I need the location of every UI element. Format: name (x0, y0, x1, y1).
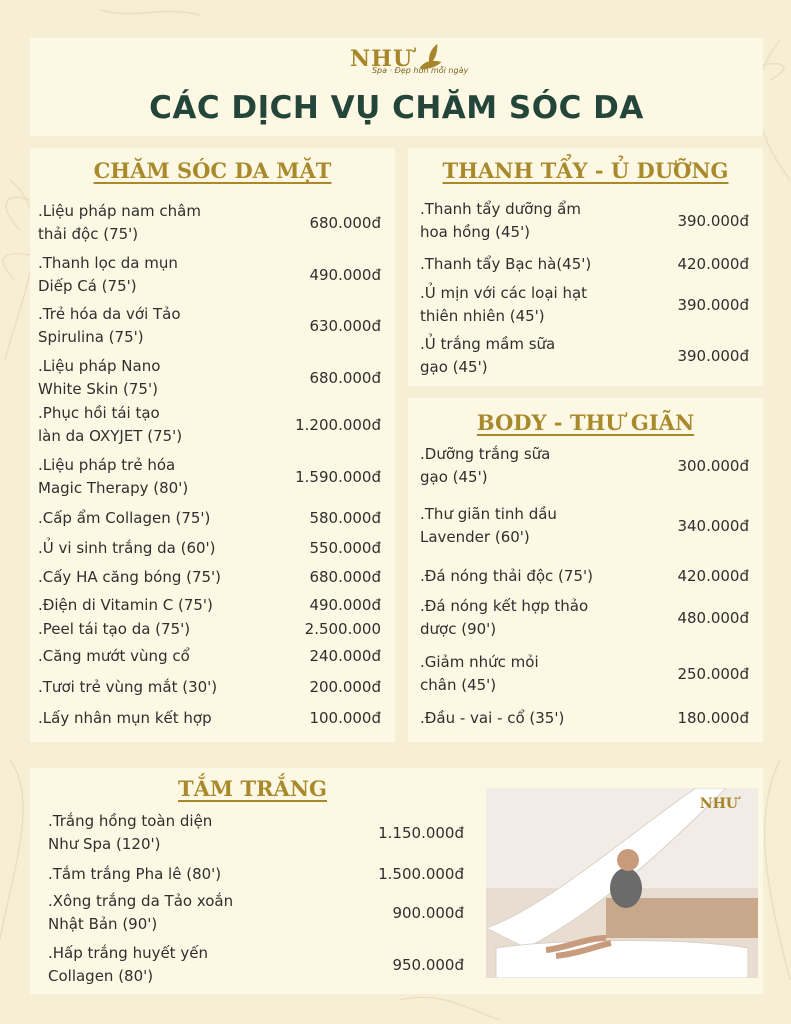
item-price: 680.000đ (309, 567, 381, 586)
page-title: CÁC DỊCH VỤ CHĂM SÓC DA (149, 90, 644, 126)
item-price: 390.000đ (677, 346, 749, 365)
item-name: .Hấp trắng huyết yến Collagen (80') (48, 944, 208, 985)
list-item (420, 252, 749, 276)
item-name: .Trắng hồng toàn diện Như Spa (120') (48, 812, 213, 853)
item-price: 680.000đ (309, 213, 381, 232)
list-item (38, 506, 381, 530)
list-item (38, 355, 381, 401)
item-name: .Peel tái tạo da (75') (38, 619, 191, 638)
item-price: 300.000đ (677, 456, 749, 475)
list-item (38, 617, 381, 641)
item-price: 180.000đ (677, 708, 749, 727)
item-price: 1.200.000đ (295, 415, 381, 434)
list-item (420, 333, 749, 379)
list-item (38, 706, 381, 730)
item-price: 240.000đ (309, 646, 381, 665)
list-item (420, 706, 749, 730)
item-name: .Trẻ hóa da với Tảo Spirulina (75') (38, 305, 181, 346)
whitening-bath-title: TẮM TRẮNG (178, 776, 327, 801)
cleanse-panel (408, 148, 763, 386)
item-price: 250.000đ (677, 664, 749, 683)
item-price: 390.000đ (677, 211, 749, 230)
item-name: .Thanh tẩy Bạc hà(45') (420, 254, 592, 273)
item-name: .Xông trắng da Tảo xoắn Nhật Bản (90') (48, 892, 234, 933)
item-name: .Thư giãn tinh dầu Lavender (60') (420, 505, 557, 546)
header-panel (30, 38, 763, 136)
item-name: .Dưỡng trắng sữa gạo (45') (420, 445, 551, 486)
item-name: .Đầu - vai - cổ (35') (420, 708, 565, 727)
list-item (420, 503, 749, 549)
list-item (420, 651, 749, 697)
list-item (38, 675, 381, 699)
item-name: .Thanh lọc da mụn Diếp Cá (75') (38, 254, 178, 295)
item-name: .Cấp ẩm Collagen (75') (38, 508, 211, 527)
list-item (38, 252, 381, 298)
logo-tagline: Spa · Đẹp hơn mỗi ngày (371, 66, 469, 75)
photo-illustration (486, 788, 758, 978)
item-name: .Đá nóng thải độc (75') (420, 566, 593, 585)
whitening-bath-panel (30, 768, 763, 994)
list-item (420, 595, 749, 641)
item-name: .Ủ mịn với các loại hạt thiên nhiên (45') (420, 284, 588, 325)
body-relax-panel (408, 398, 763, 742)
item-price: 1.500.000đ (378, 864, 464, 883)
item-price: 900.000đ (392, 903, 464, 922)
item-price: 420.000đ (677, 566, 749, 585)
item-name: .Liệu pháp Nano White Skin (75') (38, 357, 161, 398)
item-price: 340.000đ (677, 516, 749, 535)
list-item (420, 443, 749, 489)
item-name: .Ủ vi sinh trắng da (60') (38, 538, 216, 557)
list-item (48, 810, 464, 856)
list-item (38, 200, 381, 246)
list-item (48, 890, 464, 936)
item-price: 200.000đ (309, 677, 381, 696)
item-name: .Căng mướt vùng cổ (38, 646, 190, 665)
list-item (38, 565, 381, 589)
list-item (420, 198, 749, 244)
item-name: .Thanh tẩy dưỡng ẩm hoa hồng (45') (420, 200, 581, 241)
item-price: 550.000đ (309, 538, 381, 557)
item-price: 1.150.000đ (378, 823, 464, 842)
item-price: 490.000đ (309, 595, 381, 614)
item-name: .Phục hồi tái tạo làn da OXYJET (75') (38, 404, 183, 445)
face-care-title: CHĂM SÓC DA MẶT (93, 158, 332, 183)
spa-capsule-photo (486, 788, 758, 978)
list-item (420, 564, 749, 588)
item-price: 680.000đ (309, 368, 381, 387)
item-price: 100.000đ (309, 708, 381, 727)
item-price: 490.000đ (309, 265, 381, 284)
item-name: .Lấy nhân mụn kết hợp (38, 708, 212, 727)
photo-logo: NHƯ (699, 796, 738, 812)
list-item (48, 942, 464, 988)
logo-text: NHƯ (349, 46, 414, 72)
item-name: .Cấy HA căng bóng (75') (38, 567, 222, 586)
item-price: 390.000đ (677, 295, 749, 314)
list-item (38, 303, 381, 349)
item-price: 1.590.000đ (295, 467, 381, 486)
item-price: 580.000đ (309, 508, 381, 527)
list-item (38, 644, 381, 668)
item-price: 630.000đ (309, 316, 381, 335)
face-care-panel (30, 148, 395, 742)
list-item (48, 862, 464, 886)
list-item (420, 282, 749, 328)
cleanse-title: THANH TẨY - Ủ DƯỠNG (442, 158, 729, 183)
item-name: .Điện di Vitamin C (75') (38, 595, 213, 614)
list-item (38, 454, 381, 500)
item-price: 2.500.000 (304, 619, 381, 638)
item-name: .Tắm trắng Pha lê (80') (48, 864, 222, 883)
spa-logo (349, 42, 469, 75)
item-name: .Liệu pháp trẻ hóa Magic Therapy (80') (38, 456, 189, 497)
item-name: .Liệu pháp nam châm thải độc (75') (38, 202, 201, 243)
body-relax-title: BODY - THƯ GIÃN (476, 410, 695, 435)
list-item (38, 536, 381, 560)
item-price: 420.000đ (677, 254, 749, 273)
item-name: .Đá nóng kết hợp thảo dược (90') (420, 597, 589, 638)
item-name: .Tươi trẻ vùng mắt (30') (38, 677, 218, 696)
list-item (38, 402, 381, 448)
list-item (38, 593, 381, 617)
item-price: 950.000đ (392, 955, 464, 974)
item-name: .Ủ trắng mầm sữa gạo (45') (420, 335, 556, 376)
item-name: .Giảm nhức mỏi chân (45') (420, 653, 539, 694)
item-price: 480.000đ (677, 608, 749, 627)
